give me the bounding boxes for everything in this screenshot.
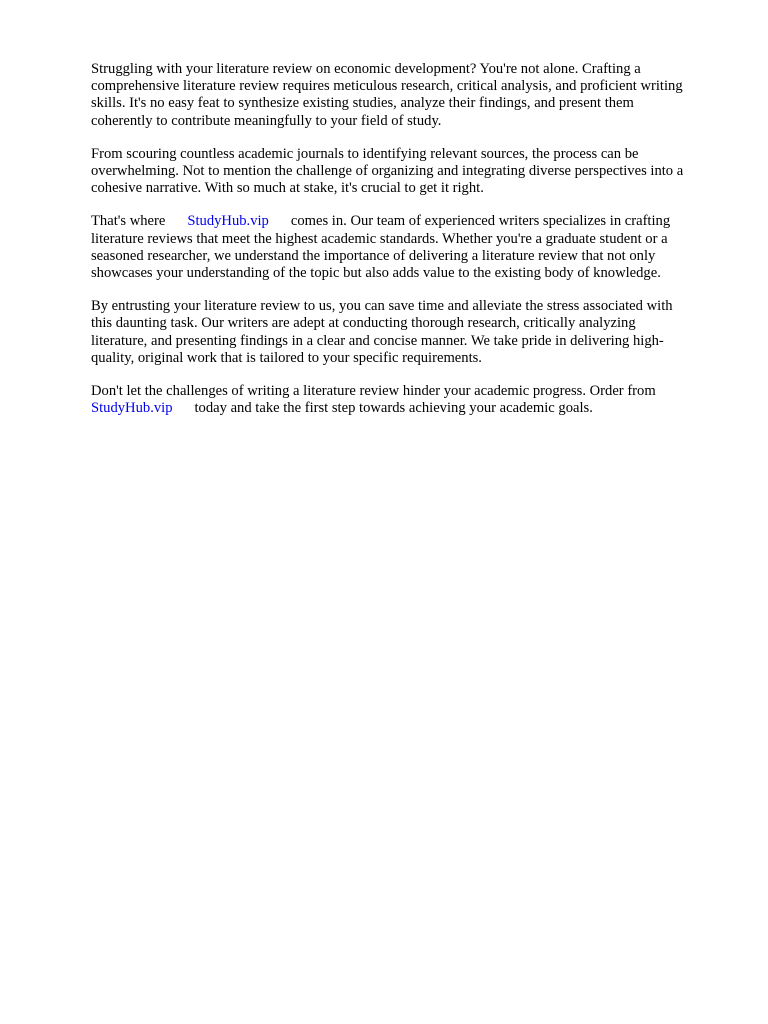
text-fragment: That's where: [91, 213, 166, 230]
text-fragment: today and take the first step towards achieving your academic goals.: [194, 400, 593, 417]
document-page: [91, 61, 731, 433]
text-line: literature, and presenting findings in a clear and concise manner. We take pride in delivering high-: [91, 332, 664, 349]
text-line: quality, original work that is tailored to your specific requirements.: [91, 349, 482, 366]
studyhub-link[interactable]: StudyHub.vip: [91, 400, 173, 417]
text-line: overwhelming. Not to mention the challenge of organizing and integrating diverse perspectives into a: [91, 163, 684, 180]
text-line: showcases your understanding of the topic but also adds value to the existing body of knowledge.: [91, 265, 661, 282]
paragraph-service: [91, 213, 731, 282]
text-line: coherently to contribute meaningfully to your field of study.: [91, 112, 442, 129]
text-line: seasoned researcher, we understand the importance of delivering a literature review that not only: [91, 247, 656, 264]
text-line: From scouring countless academic journals to identifying relevant sources, the process can be: [91, 145, 639, 162]
text-line: [91, 213, 731, 230]
paragraph-intro: [91, 61, 731, 130]
text-line: this daunting task. Our writers are adept at conducting thorough research, critically analyzing: [91, 315, 636, 332]
text-line: comprehensive literature review requires meticulous research, critical analysis, and proficient writing: [91, 78, 683, 95]
text-line: Don't let the challenges of writing a literature review hinder your academic progress. Order from: [91, 383, 656, 400]
text-fragment: comes in. Our team of experienced writers specializes in crafting: [290, 213, 671, 230]
text-line: skills. It's no easy feat to synthesize existing studies, analyze their findings, and present them: [91, 95, 634, 112]
text-line: literature reviews that meet the highest academic standards. Whether you're a graduate student or a: [91, 230, 668, 247]
studyhub-link[interactable]: StudyHub.vip: [187, 213, 269, 230]
text-line: cohesive narrative. With so much at stake, it's crucial to get it right.: [91, 180, 484, 197]
paragraph-benefits: [91, 298, 731, 367]
text-line: [91, 400, 731, 417]
text-line: Struggling with your literature review on economic development? You're not alone. Crafting a: [91, 61, 641, 77]
paragraph-call-to-action: [91, 383, 731, 417]
paragraph-process: [91, 146, 731, 198]
text-line: By entrusting your literature review to us, you can save time and alleviate the stress associated with: [91, 298, 673, 315]
